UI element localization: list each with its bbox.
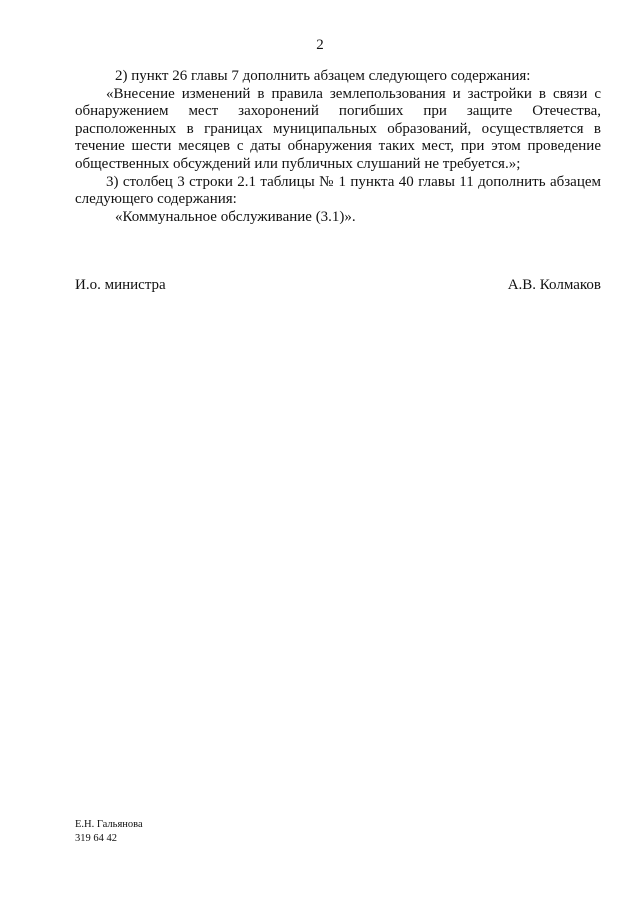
- executor-phone: 319 64 42: [75, 833, 117, 844]
- executor-block: [75, 818, 143, 846]
- signatory-position: И.о. министра: [75, 277, 166, 293]
- paragraph-item-2: 2) пункт 26 главы 7 дополнить абзацем следующего содержания:: [115, 68, 531, 84]
- paragraph-item-3: 3) столбец 3 строки 2.1 таблицы № 1 пункта 40 главы 11 дополнить абзацем следующего содержания:: [75, 173, 601, 208]
- paragraph-quote-communal: «Коммунальное обслуживание (3.1)».: [115, 208, 356, 225]
- signature-block: [75, 277, 601, 294]
- document-body: [75, 68, 601, 226]
- paragraph-quote-burials: «Внесение изменений в правила землепользования и застройки в связи с обнаружением мест захоронений погибших при защите Отечества, расположенных в границах муниципальных образований, осуществляется в течение шести месяцев с даты обнаружения таких мест, при этом проведение общественных обсуждений или публичных слушаний не требуется.»;: [75, 85, 601, 172]
- executor-name: Е.Н. Гальянова: [75, 819, 143, 830]
- signatory-name: А.В. Колмаков: [507, 277, 601, 293]
- page-number: 2: [316, 37, 324, 53]
